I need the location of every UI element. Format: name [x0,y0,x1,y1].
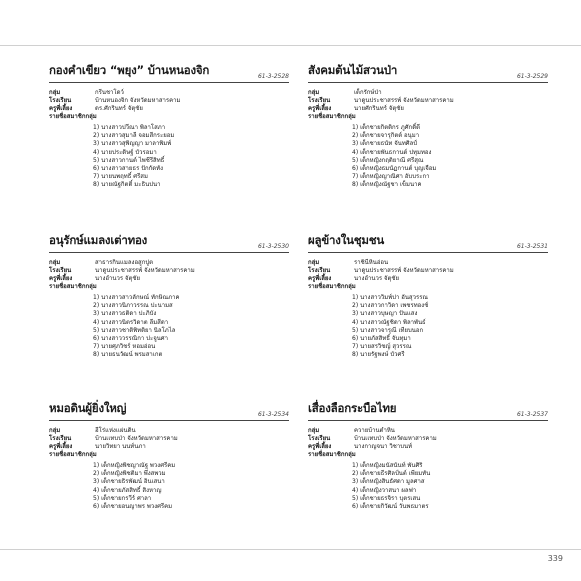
member-item: 4) เด็กหญิงวาสนา ผลฟา [352,486,417,494]
project-section-2528 [49,62,289,190]
members-label: รายชื่อสมาชิกกลุ่ม [308,283,356,290]
project-section-2529 [308,62,548,190]
member-item: 4) นายประดิษฐ์ บัวรอมา [93,148,157,156]
member-item: 4) นางสาวณัฐชิดา พิลาพันธ์ [352,318,426,326]
teacher-name: นายวิทยา นนท์นภา [95,443,146,450]
member-item: 1) เด็กชายกิตติกร ภูศักดิ์ดี [352,124,420,131]
school-label: โรงเรียน [308,267,331,274]
section-info [308,89,548,121]
members-label: รายชื่อสมาชิกกลุ่ม [49,113,97,120]
teacher-name: นางกาญจนา วิชาบนท์ [354,443,413,450]
school-label: โรงเรียน [308,435,331,442]
teacher-label: ครูพี่เลี้ยง [49,105,73,112]
project-code: 61-3-2528 [257,73,289,80]
member-item: 3) เด็กชายธิรพัฒน์ อินเสนา [93,478,165,486]
member-item: 5) เด็กหญิงกฤติยาณี ศรีสุณ [352,156,424,164]
school-name: นาดูนประชาสรรพ์ จังหวัดมหาสารคาม [354,267,454,274]
project-code: 61-3-2531 [516,243,548,250]
group-name: ควายบ้านตำหิน [354,427,395,434]
member-item: 5) เด็กชายกรวีร์ ศาลา [93,494,152,502]
member-item: 7) นายสรวิชญ์ สุวรรณ [352,343,412,351]
member-item: 3) เด็กหญิงสินธัศดา มูลศาส [352,478,425,486]
school-name: นาดูนประชาสรรพ์ จังหวัดมหาสารคาม [95,267,195,274]
member-list [93,294,289,360]
teacher-label: ครูพี่เลี้ยง [49,443,73,450]
member-item: 5) นางสาวกานต์ ไพชีรีสิทธิ์ [93,156,165,164]
project-code: 61-3-2534 [257,411,289,418]
school-label: โรงเรียน [49,435,72,442]
member-item: 2) นางสาวกาวิดา เพชรทองช์ [352,302,429,310]
teacher-label: ครูพี่เลี้ยง [308,275,332,282]
member-item: 6) นางสาววรรณิกา ปะจูนศา [93,335,168,343]
member-item: 6) เด็กหญิงธมนัฏกานต์ บุญเจือม [352,165,437,173]
school-label: โรงเรียน [308,97,331,104]
bottom-rule [0,549,581,550]
teacher-name: นางอำนวร จัตุชัย [95,275,140,282]
teacher-name: นางอำนวร จัตุชัย [354,275,399,282]
member-item: 2) เด็กหญิงพิชติมา พึ่งสพวม [93,470,166,478]
group-name: สาธารกินแมลงอสูกปูต [95,259,154,266]
school-name: บ้านหนองจิก จังหวัดมหาสารคาม [95,97,181,104]
member-list [352,124,548,190]
section-info [308,427,548,459]
project-section-2530 [49,232,289,360]
teacher-name: นายศักรินทร์ จัตุชัย [354,105,404,112]
member-list [352,462,548,511]
section-header [49,232,289,253]
section-info [49,427,289,459]
member-item: 6) เด็กชายกิวัฒน์ วันพธมาตร [352,503,429,511]
members-label: รายชื่อสมาชิกกลุ่ม [308,113,356,120]
teacher-name: ดร.ศักรินทร์ จัตุชัย [95,105,143,112]
section-title: กองคำเขียว “พยุง” บ้านหนองจิก [49,63,210,77]
group-name: เด็กรักษ์ป่า [354,89,382,96]
group-label: กลุ่ม [49,427,61,434]
member-item: 8) นายรัฐพงษ์ บัวศรี [352,351,405,359]
group-name: กรีนชาโดว์ [95,89,124,96]
member-item: 5) เด็กชายธรจิรา บุตรเสน [352,494,421,502]
group-name: ฮีโร่แห่งเเผ่นดิน [95,427,136,434]
members-label: รายชื่อสมาชิกกลุ่ม [49,451,97,458]
member-item: 2) นางสาวนิภาวรรณ ปะนามส [93,302,173,310]
member-item: 5) นางสาวชาติพิทติยา นิลโภไล [93,326,176,334]
member-item: 7) เด็กหญิงญาณิศา อับบระกา [352,173,430,181]
member-item: 6) นางสาวสายธร ปักกัดทัง [93,165,164,173]
top-rule [0,45,581,46]
member-item: 1) นางสาวปวีณา พิลาโสภา [93,124,166,131]
member-item: 2) นางสาวสุมาลี จอมสีกระยอม [93,132,175,140]
member-item: 3) นางสาวบุษญา ปันแสง [352,310,418,318]
members-label: รายชื่อสมาชิกกลุ่ม [308,451,356,458]
member-item: 1) เด็กหญิงมนัสนันท์ พันศิริ [352,462,423,469]
member-item: 8) นายณัฐกิตติ์ มะธินปนา [93,181,161,189]
section-title: สังคมต้นไม้สวนป่า [308,63,398,77]
school-name: บ้านเเทบป่า จังหวัดมหาสารคาม [354,435,437,442]
group-label: กลุ่ม [308,89,320,96]
section-header [308,400,548,421]
section-header [49,400,289,421]
section-title: เสื่องลือกระบือไทย [308,401,397,415]
member-item: 8) เด็กหญิงณัฐชา เข็มนาค [352,181,422,189]
member-item: 2) เด็กชายธีรศิลป์นต์ เพียมทัน [352,470,431,478]
group-label: กลุ่ม [49,89,61,96]
member-item: 3) นางสาวสุพิญญา มาลาพิมพ์ [93,140,172,148]
member-list [93,462,289,511]
member-item: 1) เด็กหญิงพิชญาณัฐ พวงศรีคม [93,462,176,469]
members-label: รายชื่อสมาชิกกลุ่ม [49,283,97,290]
project-code: 61-3-2529 [516,73,548,80]
teacher-label: ครูพี่เลี้ยง [308,443,332,450]
project-section-2537 [308,400,548,511]
member-item: 6) เด็กชายอนญาพร พวงศรีคม [93,503,173,511]
section-info [49,89,289,121]
group-name: ราชินีหินอ่อน [354,259,389,266]
member-item: 4) เด็กชายพันธกานต์ ปทุมทอง [352,148,432,156]
section-title: หมอดินผู้ยิ่งใหญ่ [49,401,127,415]
project-section-2534 [49,400,289,511]
page-number: 339 [547,554,563,563]
member-item: 7) นายศุภวิชร์ หอมอ่อน [93,343,156,351]
member-item: 6) นายภัสสิทธิ์ จันทุมา [352,335,411,343]
project-code: 61-3-2530 [257,243,289,250]
section-title: ผลูข้างในชุมชน [308,233,385,247]
group-label: กลุ่ม [308,259,320,266]
member-item: 2) เด็กชายจารุกิตต์ อนุมา [352,132,420,140]
section-header [49,62,289,83]
section-info [49,259,289,291]
school-name: นาดูนประชาสรรพ์ จังหวัดมหาสารคาม [354,97,454,104]
member-item: 3) นางสาวธติดา ปะภิบัง [93,310,157,318]
project-code: 61-3-2537 [516,411,548,418]
member-item: 3) เด็กชายธนัท จันทศิลป์ [352,140,418,148]
group-label: กลุ่ม [308,427,320,434]
section-title: อนุรักษ์แมลงเต่าทอง [49,233,148,247]
member-item: 1) นางสาวสาวลักษณ์ ทักษิณภาค [93,294,180,301]
group-label: กลุ่ม [49,259,61,266]
teacher-label: ครูพี่เลี้ยง [308,105,332,112]
member-item: 7) นายนพฤทธิ์ ศรีสม [93,173,148,181]
school-name: บ้านเเทบป่า จังหวัดมหาสารคาม [95,435,178,442]
section-info [308,259,548,291]
member-item: 4) นางสาวนิตรวิดาต ลีมสีดา [93,318,169,326]
member-item: 8) นายธนวัฒน์ พรมสาเกต [93,351,163,359]
project-section-2531 [308,232,548,360]
member-list [93,124,289,190]
section-header [308,232,548,253]
member-item: 1) นางสาววิมพ์ปา อันสุวรรณ [352,294,428,301]
member-item: 5) นางสาวจารุณี เทียบนอก [352,326,424,334]
member-list [352,294,548,360]
section-header [308,62,548,83]
teacher-label: ครูพี่เลี้ยง [49,275,73,282]
member-item: 4) เด็กชายภัสสิทธิ์ สิงหาญ [93,486,162,494]
school-label: โรงเรียน [49,97,72,104]
school-label: โรงเรียน [49,267,72,274]
